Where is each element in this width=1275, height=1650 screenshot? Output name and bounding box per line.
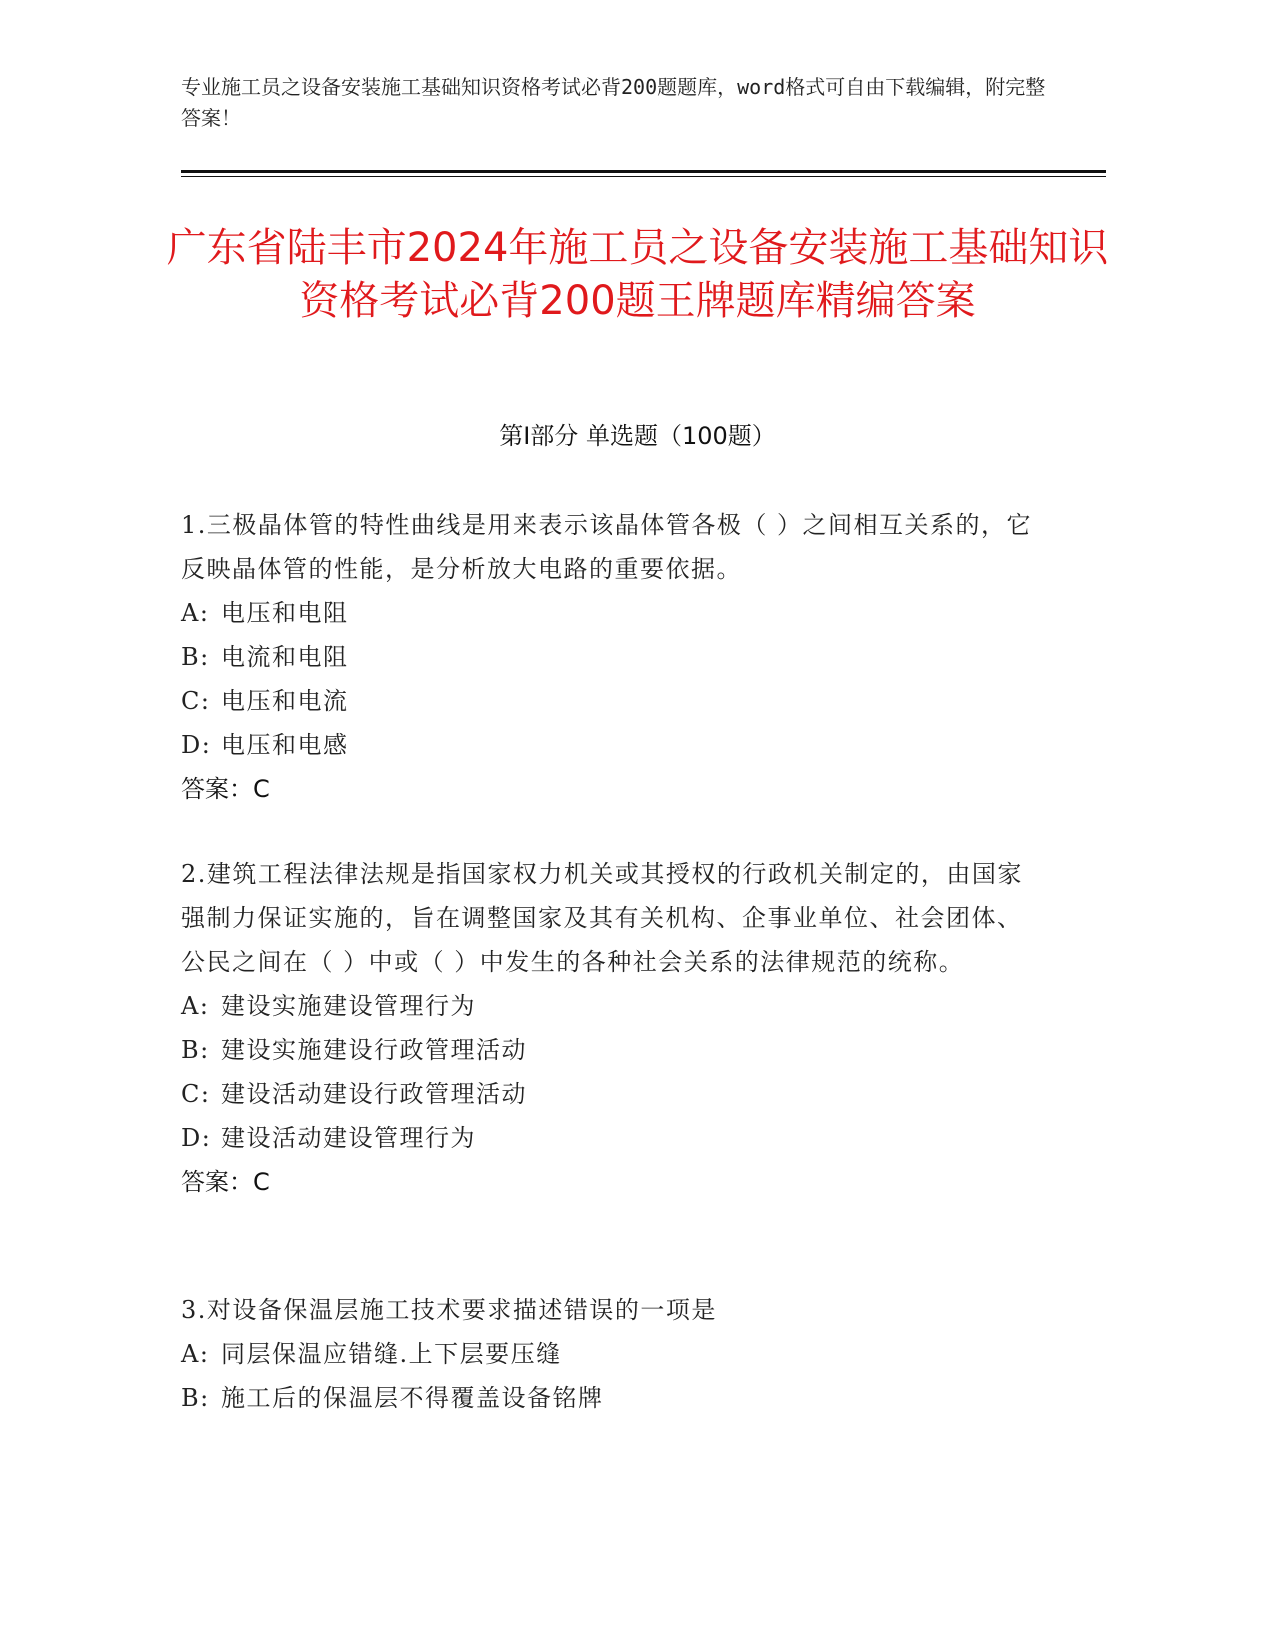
option-key: A: (181, 599, 210, 627)
option-key: B: (181, 643, 210, 671)
option-key: B: (181, 1384, 210, 1412)
option-key: C: (181, 1080, 211, 1108)
option-a (181, 1332, 1041, 1376)
question-text: 3.对设备保温层施工技术要求描述错误的一项是 (181, 1296, 717, 1324)
option-text: 施工后的保温层不得覆盖设备铭牌 (221, 1384, 604, 1412)
option-key: D: (181, 1124, 212, 1152)
section-heading: 第Ⅰ部分 单选题（100题） (499, 422, 776, 450)
header-note: 专业施工员之设备安装施工基础知识资格考试必背200题题库，word格式可自由下载编辑，附完整答案！ (181, 75, 1046, 130)
answer-line: 答案：C (181, 775, 270, 803)
option-text: 电流和电阻 (221, 643, 349, 671)
header-divider-thin (181, 176, 1106, 177)
option-a (181, 591, 1041, 635)
option-b (181, 1028, 1041, 1072)
option-d (181, 723, 1041, 767)
option-text: 电压和电感 (221, 731, 349, 759)
option-text: 建设活动建设管理行为 (221, 1124, 476, 1152)
question-text: 1.三极晶体管的特性曲线是用来表示该晶体管各极（ ）之间相互关系的，它反映晶体管的性能，是分析放大电路的重要依据。 (181, 511, 1033, 583)
option-text: 同层保温应错缝.上下层要压缝 (221, 1340, 562, 1368)
option-text: 电压和电阻 (221, 599, 349, 627)
option-key: A: (181, 1340, 210, 1368)
option-text: 建设活动建设行政管理活动 (221, 1080, 527, 1108)
option-a (181, 984, 1041, 1028)
answer-line: 答案：C (181, 1168, 270, 1196)
document-title: 广东省陆丰市2024年施工员之设备安装施工基础知识资格考试必背200题王牌题库精编答案 (166, 225, 1109, 324)
option-text: 建设实施建设管理行为 (221, 992, 476, 1020)
question-1 (181, 503, 1041, 811)
option-key: C: (181, 687, 211, 715)
option-b (181, 1376, 1041, 1420)
option-c (181, 679, 1041, 723)
header-divider-thick (181, 170, 1106, 173)
option-text: 建设实施建设行政管理活动 (221, 1036, 527, 1064)
option-key: D: (181, 731, 212, 759)
option-key: A: (181, 992, 210, 1020)
option-b (181, 635, 1041, 679)
option-c (181, 1072, 1041, 1116)
option-d (181, 1116, 1041, 1160)
question-text: 2.建筑工程法律法规是指国家权力机关或其授权的行政机关制定的，由国家强制力保证实施的，旨在调整国家及其有关机构、企事业单位、社会团体、公民之间在（ ）中或（ ）中发生的各种社会关系的法律规范的统称。 (181, 860, 1023, 976)
question-3 (181, 1288, 1041, 1420)
question-2 (181, 852, 1041, 1204)
option-key: B: (181, 1036, 210, 1064)
option-text: 电压和电流 (221, 687, 349, 715)
